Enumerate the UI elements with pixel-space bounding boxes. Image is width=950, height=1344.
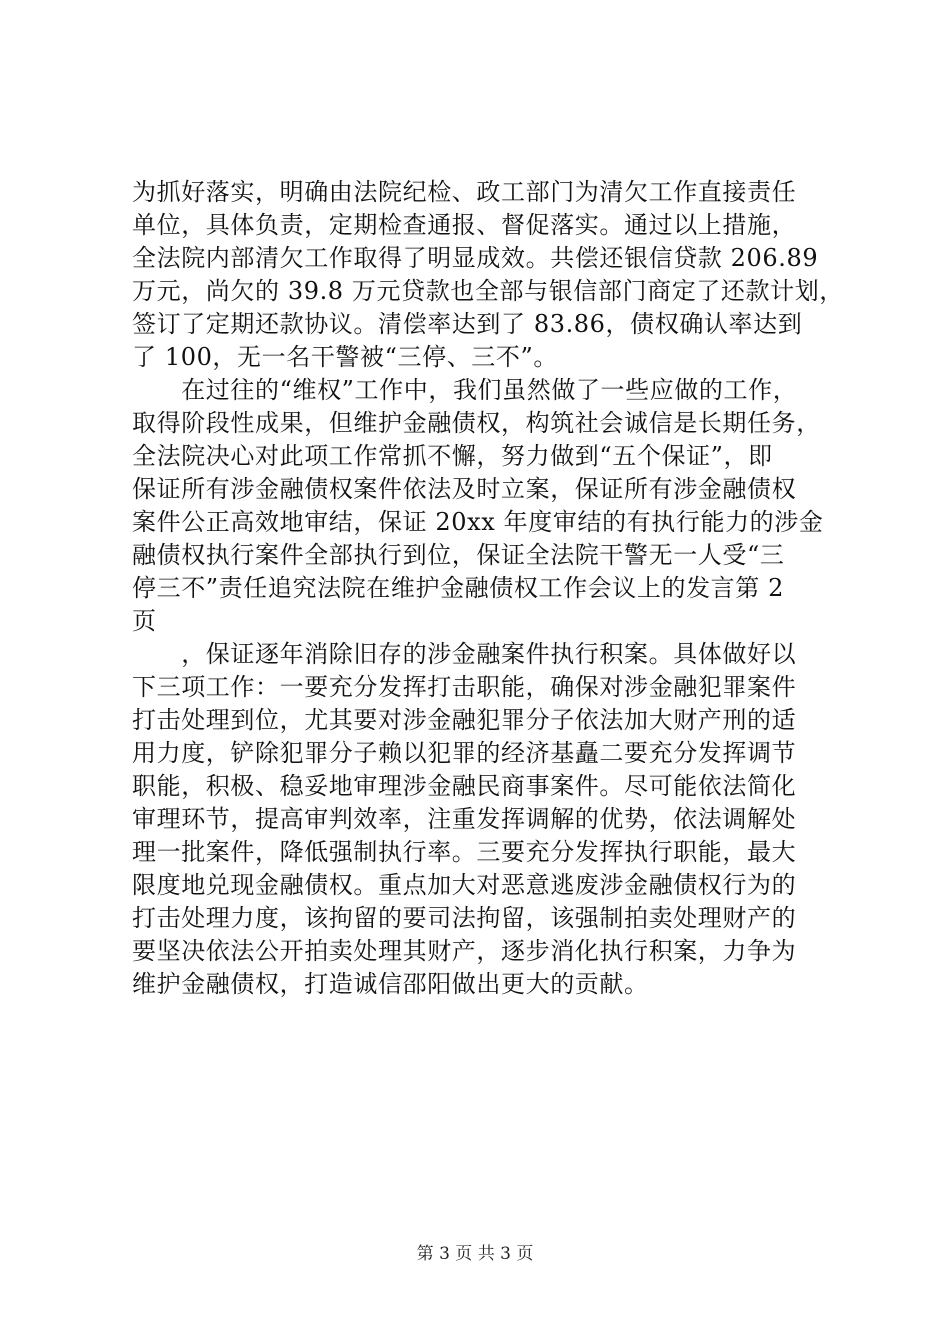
page-number-label: 第 3 页 共 3 页 [416, 1244, 534, 1264]
text-line: 了 100，无一名干警被“三停、三不”。 [132, 343, 558, 371]
text-line: 签订了定期还款协议。清偿率达到了 83.86，债权确认率达到 [132, 310, 803, 338]
text-line: ，保证逐年消除旧存的涉金融案件执行积案。具体做好以 [132, 640, 797, 668]
text-line: 要坚决依法公开拍卖处理其财产，逐步消化执行积案，力争为 [132, 937, 797, 965]
text-line: 用力度，铲除犯罪分子赖以犯罪的经济基矗二要充分发挥调节 [132, 739, 797, 767]
text-line: 职能，积极、稳妥地审理涉金融民商事案件。尽可能依法简化 [132, 772, 797, 800]
text-line: 万元，尚欠的 39.8 万元贷款也全部与银信部门商定了还款计划， [132, 277, 844, 305]
text-line: 全法院决心对此项工作常抓不懈，努力做到“五个保证”，即 [132, 442, 773, 470]
text-line: 全法院内部清欠工作取得了明显成效。共偿还银信贷款 206.89 [132, 244, 819, 272]
text-line: 单位，具体负责，定期检查通报、督促落实。通过以上措施， [132, 211, 797, 239]
text-line: 保证所有涉金融债权案件依法及时立案，保证所有涉金融债权 [132, 475, 797, 503]
text-line: 案件公正高效地审结，保证 20xx 年度审结的有执行能力的涉金 [132, 508, 824, 536]
text-line: 融债权执行案件全部执行到位，保证全法院干警无一人受“三 [132, 541, 785, 569]
text-line: 理一批案件，降低强制执行率。三要充分发挥执行职能，最大 [132, 838, 797, 866]
body-text [132, 176, 844, 1001]
text-line: 为抓好落实，明确由法院纪检、政工部门为清欠工作直接责任 [132, 178, 797, 206]
text-line: 停三不”责任追究法院在维护金融债权工作会议上的发言第 2 [132, 574, 784, 602]
text-line: 审理环节，提高审判效率，注重发挥调解的优势，依法调解处 [132, 805, 797, 833]
page-footer [0, 1243, 950, 1265]
text-line: 页 [132, 607, 157, 635]
text-line: 取得阶段性成果，但维护金融债权，构筑社会诚信是长期任务， [132, 409, 821, 437]
text-line: 维护金融债权，打造诚信邵阳做出更大的贡献。 [132, 970, 649, 998]
text-line: 打击处理到位，尤其要对涉金融犯罪分子依法加大财产刑的适 [132, 706, 797, 734]
text-line: 限度地兑现金融债权。重点加大对恶意逃废涉金融债权行为的 [132, 871, 797, 899]
text-line: 下三项工作：一要充分发挥打击职能，确保对涉金融犯罪案件 [132, 673, 797, 701]
text-line: 打击处理力度，该拘留的要司法拘留，该强制拍卖处理财产的 [132, 904, 797, 932]
text-line: 在过往的“维权”工作中，我们虽然做了一些应做的工作， [132, 376, 798, 404]
